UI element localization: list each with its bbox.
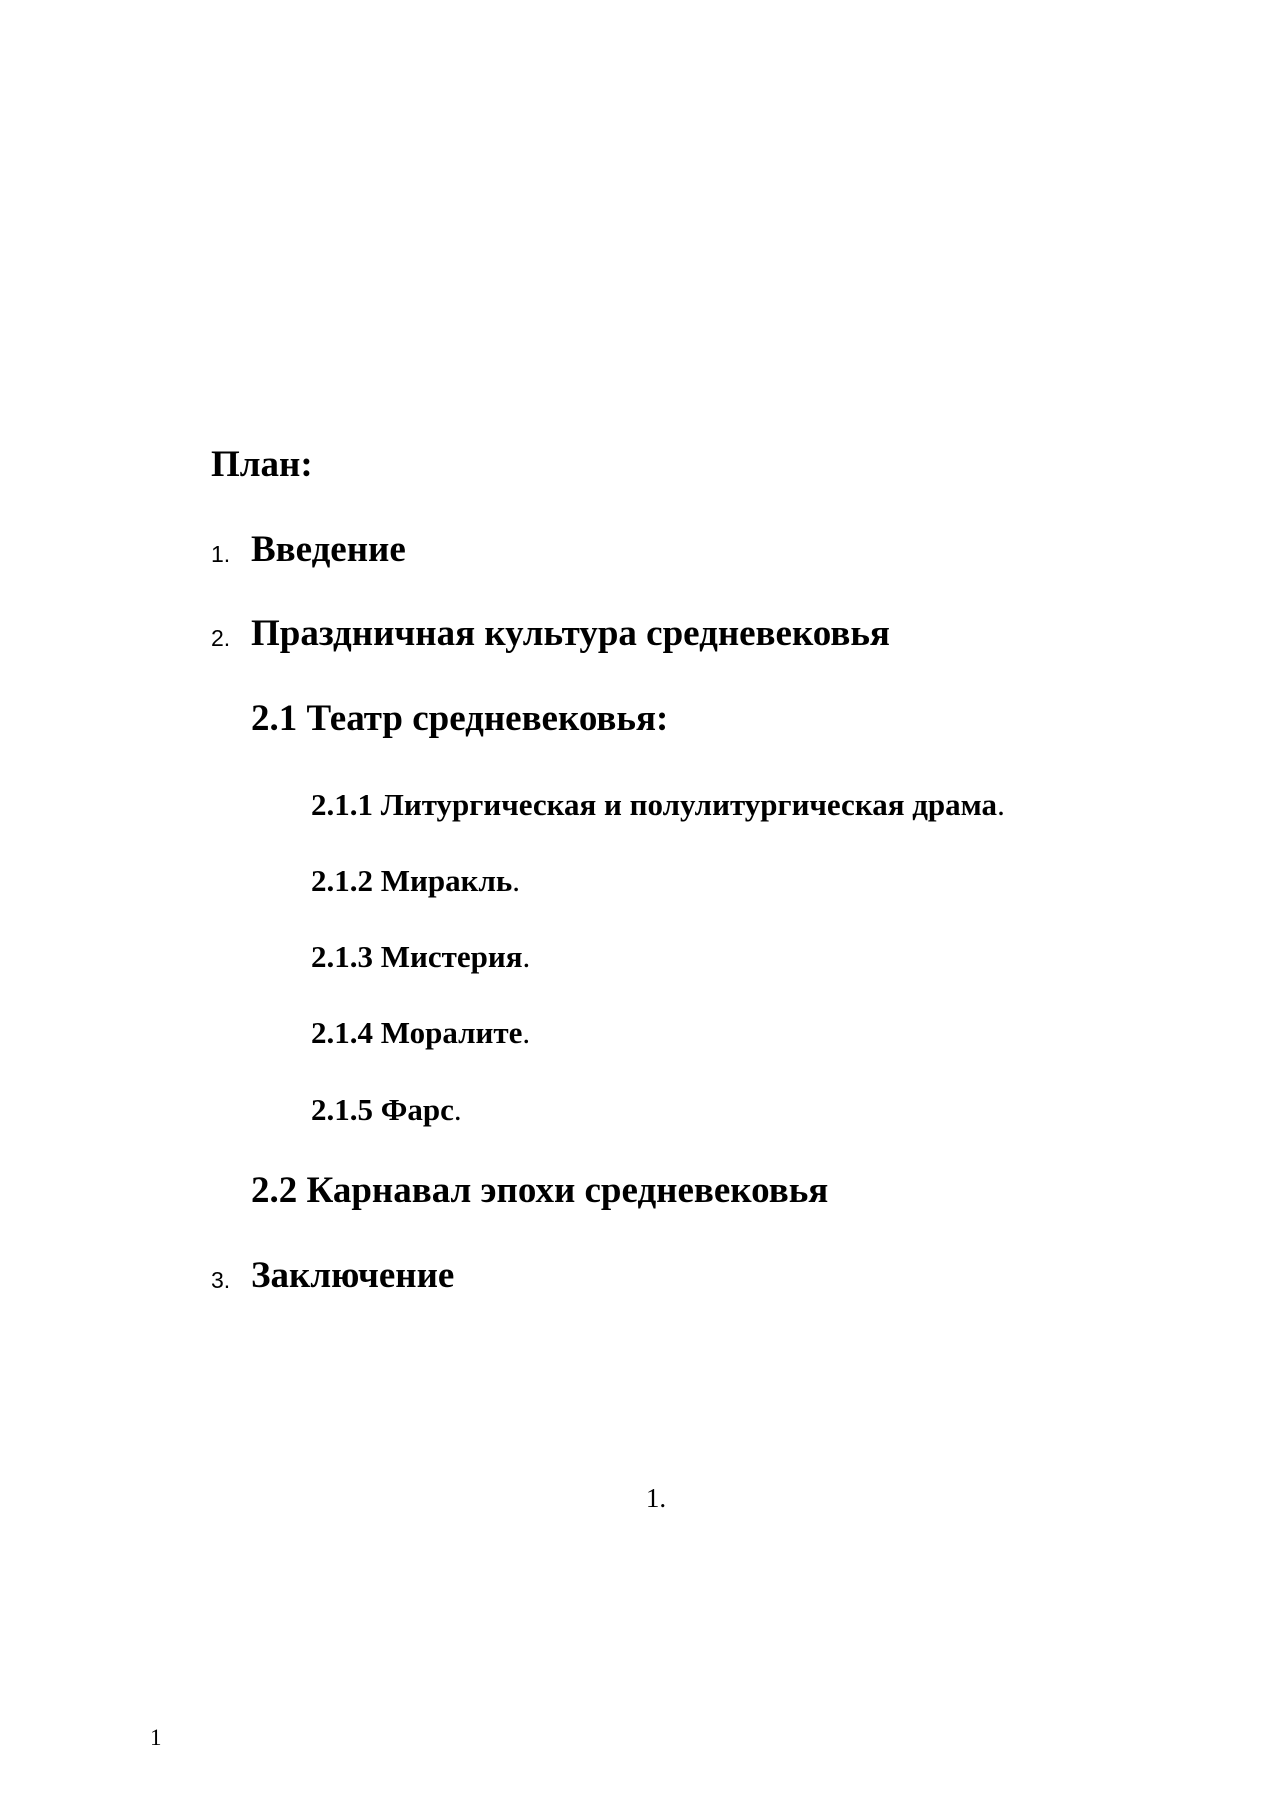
subsection-theatre: 2.1 Театр средневековья: — [251, 698, 669, 739]
subsubsection-dot: . — [522, 939, 531, 974]
subsubsection-dot: . — [453, 1092, 462, 1127]
list-number-2: 2. — [211, 625, 231, 651]
list-number-1: 1. — [211, 541, 231, 567]
page-number: 1 — [150, 1725, 162, 1750]
subsubsection-liturgical-drama — [311, 789, 1005, 820]
subsubsection-label: 2.1.3 Мистерия — [311, 939, 523, 974]
subsubsection-miracle — [311, 865, 520, 896]
plan-heading: План: — [211, 444, 313, 485]
subsubsection-dot: . — [522, 1015, 531, 1050]
subsubsection-morality — [311, 1017, 530, 1048]
list-item-conclusion: Заключение — [251, 1255, 455, 1296]
list-item-introduction: Введение — [251, 529, 406, 570]
subsubsection-dot: . — [512, 863, 521, 898]
subsubsection-dot: . — [997, 787, 1005, 822]
subsubsection-label: 2.1.1 Литургическая и полулитургическая драма — [311, 787, 998, 822]
subsection-carnival: 2.2 Карнавал эпохи средневековья — [251, 1170, 829, 1211]
centered-number: 1. — [645, 1483, 667, 1513]
subsubsection-mystery — [311, 941, 530, 972]
list-number-3: 3. — [211, 1267, 231, 1293]
subsubsection-label: 2.1.5 Фарс — [311, 1092, 454, 1127]
subsubsection-farce — [311, 1094, 462, 1125]
subsubsection-label: 2.1.2 Миракль — [311, 863, 513, 898]
list-item-festive-culture: Праздничная культура средневековья — [251, 613, 890, 654]
subsubsection-label: 2.1.4 Моралите — [311, 1015, 523, 1050]
